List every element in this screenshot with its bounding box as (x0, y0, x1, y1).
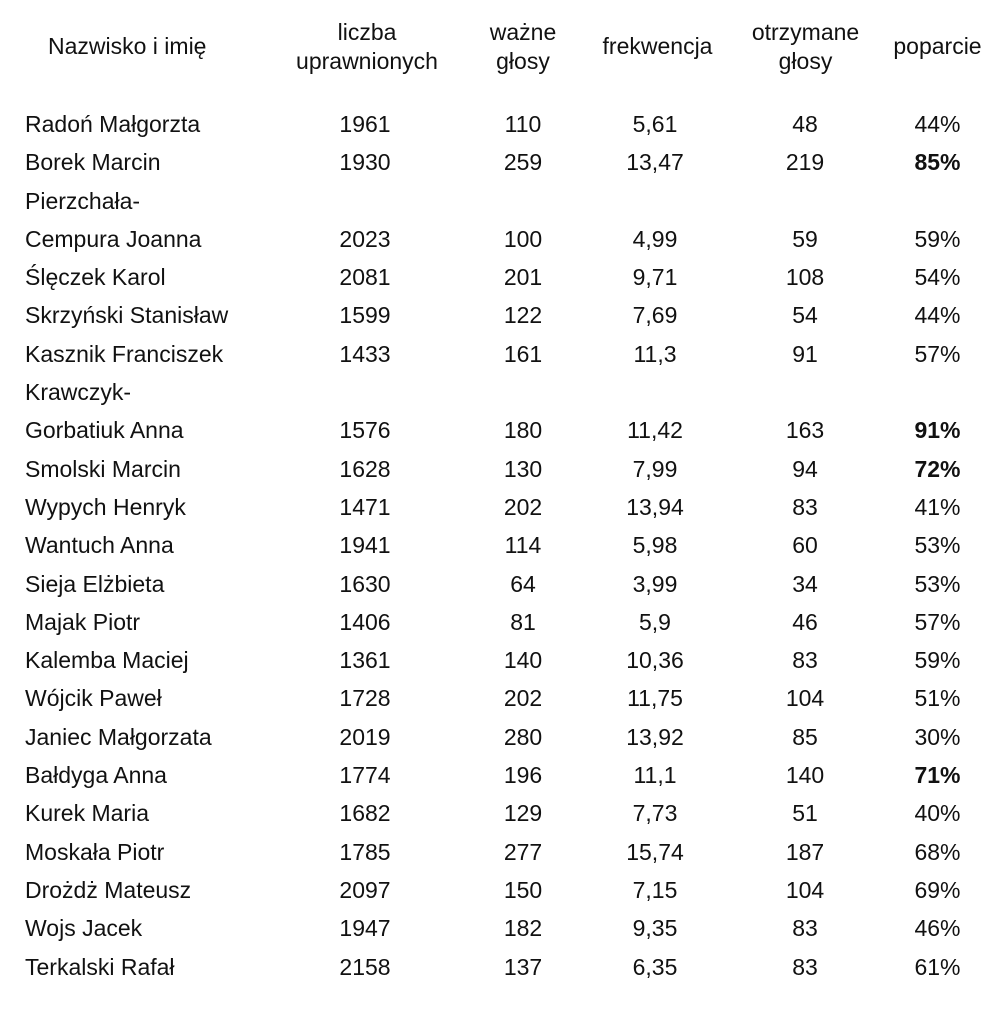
cell-wazne: 114 (504, 532, 542, 559)
cell-name (25, 679, 162, 717)
cell-wazne: 129 (503, 800, 543, 827)
cell-otrzymane: 59 (792, 225, 818, 252)
cell-poparcie: 54% (914, 264, 961, 291)
cell-wazne: 180 (503, 417, 543, 444)
cell-frekwencja: 10,36 (626, 647, 684, 674)
cell-name (25, 871, 191, 909)
cell-poparcie: 53% (914, 570, 961, 597)
cell-liczba: 1406 (339, 608, 391, 635)
table-row (0, 565, 996, 603)
cell-name (25, 373, 184, 450)
cell-wazne: 81 (510, 608, 536, 635)
cell-otrzymane: 83 (792, 493, 818, 520)
cell-name-line: Ślęczek Karol (25, 264, 166, 291)
cell-name-line: Borek Marcin (25, 149, 161, 176)
cell-wazne: 150 (503, 876, 543, 903)
cell-name-line: Sieja Elżbieta (25, 570, 165, 597)
cell-name (25, 603, 140, 641)
cell-wazne: 122 (503, 302, 543, 329)
cell-frekwencja: 15,74 (626, 838, 684, 865)
cell-poparcie: 44% (914, 111, 961, 137)
table-row (0, 105, 996, 143)
header-wazne-line2: głosy (496, 48, 550, 74)
cell-wazne: 110 (504, 111, 542, 137)
cell-name-line: Wantuch Anna (25, 532, 174, 559)
cell-name-line: Kurek Maria (25, 800, 149, 827)
header-poparcie (880, 32, 995, 61)
cell-name-line: Terkalski Rafał (25, 953, 175, 980)
cell-liczba: 1728 (339, 685, 391, 712)
cell-wazne: 140 (503, 647, 543, 674)
cell-frekwencja: 7,69 (632, 302, 678, 329)
table-row (0, 488, 996, 526)
table-row (0, 603, 996, 641)
cell-otrzymane: 34 (792, 570, 818, 597)
header-poparcie-text: poparcie (893, 33, 982, 59)
cell-name (25, 565, 164, 603)
cell-frekwencja: 3,99 (632, 570, 678, 597)
cell-frekwencja: 11,1 (633, 762, 677, 789)
cell-liczba: 1471 (339, 493, 391, 520)
cell-name-line: Wojs Jacek (25, 915, 143, 942)
cell-poparcie: 59% (914, 647, 961, 674)
cell-frekwencja: 7,73 (632, 800, 678, 827)
cell-wazne: 64 (510, 570, 536, 597)
cell-poparcie: 30% (914, 723, 961, 750)
cell-wazne: 201 (503, 264, 543, 291)
cell-otrzymane: 83 (792, 647, 818, 674)
header-wazne (458, 18, 588, 76)
cell-poparcie: 61% (914, 953, 961, 980)
cell-liczba: 2097 (339, 876, 391, 903)
cell-name (25, 526, 174, 564)
cell-wazne: 196 (503, 762, 543, 789)
cell-name-line: Cempura Joanna (25, 225, 202, 252)
cell-name (25, 450, 181, 488)
table-row (0, 679, 996, 717)
cell-wazne: 202 (503, 493, 543, 520)
cell-otrzymane: 108 (785, 264, 825, 291)
cell-otrzymane: 187 (785, 838, 825, 865)
header-liczba (292, 18, 442, 76)
cell-name (25, 335, 223, 373)
cell-wazne: 161 (503, 340, 543, 367)
table-row (0, 143, 996, 181)
cell-otrzymane: 60 (792, 532, 818, 559)
cell-name (25, 756, 167, 794)
cell-liczba: 1961 (339, 111, 391, 137)
cell-name-line: Kasznik Franciszek (25, 340, 224, 367)
cell-liczba: 1930 (339, 149, 391, 176)
table-row (0, 871, 996, 909)
cell-otrzymane: 91 (792, 340, 818, 367)
cell-otrzymane: 104 (785, 876, 825, 903)
cell-poparcie: 69% (914, 876, 961, 903)
cell-otrzymane: 51 (792, 800, 818, 827)
cell-name (25, 948, 175, 986)
header-liczba-line2: uprawnionych (296, 48, 438, 74)
table-row (0, 296, 996, 334)
table-row (0, 948, 996, 986)
header-wazne-line1: ważne (489, 19, 557, 45)
cell-poparcie: 46% (914, 915, 961, 942)
cell-liczba: 1576 (339, 417, 391, 444)
cell-wazne: 202 (503, 685, 543, 712)
cell-wazne: 277 (503, 838, 543, 865)
table-row (0, 335, 996, 373)
cell-name (25, 909, 142, 947)
cell-frekwencja: 11,75 (627, 685, 683, 712)
cell-frekwencja: 9,35 (632, 915, 678, 942)
cell-frekwencja: 4,99 (632, 225, 678, 252)
cell-wazne: 280 (503, 723, 543, 750)
cell-frekwencja: 11,42 (627, 417, 683, 444)
cell-name-line: Radoń Małgorzta (25, 111, 201, 137)
cell-otrzymane: 85 (792, 723, 818, 750)
cell-name (25, 182, 201, 259)
cell-poparcie: 44% (914, 302, 961, 329)
cell-frekwencja: 5,98 (632, 532, 678, 559)
cell-otrzymane: 83 (792, 915, 818, 942)
cell-name-line: Wójcik Paweł (25, 685, 162, 712)
cell-poparcie: 91% (914, 417, 961, 444)
cell-liczba: 2023 (339, 225, 391, 252)
cell-poparcie: 51% (914, 685, 961, 712)
cell-wazne: 182 (503, 915, 543, 942)
cell-frekwencja: 5,61 (632, 111, 678, 137)
cell-frekwencja: 6,35 (632, 953, 678, 980)
cell-poparcie: 85% (914, 149, 961, 176)
cell-name-line: Janiec Małgorzata (25, 723, 212, 750)
table-row (0, 641, 996, 679)
cell-liczba: 1599 (339, 302, 391, 329)
header-liczba-line1: liczba (337, 19, 397, 45)
cell-frekwencja: 13,94 (626, 493, 684, 520)
cell-otrzymane: 104 (785, 685, 825, 712)
cell-poparcie: 72% (914, 455, 961, 482)
table-row (0, 794, 996, 832)
cell-name (25, 488, 186, 526)
cell-liczba: 2081 (339, 264, 391, 291)
cell-liczba: 1682 (339, 800, 391, 827)
cell-name (25, 143, 160, 181)
cell-otrzymane: 46 (792, 608, 818, 635)
table-row (0, 450, 996, 488)
cell-otrzymane: 219 (785, 149, 825, 176)
cell-name-line: Gorbatiuk Anna (25, 417, 184, 444)
cell-name (25, 258, 166, 296)
cell-otrzymane: 163 (785, 417, 825, 444)
cell-name-line: Krawczyk- (25, 379, 132, 406)
cell-liczba: 1630 (339, 570, 391, 597)
cell-name (25, 718, 212, 756)
header-frekwencja-text: frekwencja (602, 33, 713, 59)
cell-liczba: 2158 (339, 953, 391, 980)
table-row (0, 182, 996, 259)
table-row (0, 526, 996, 564)
cell-wazne: 259 (503, 149, 543, 176)
cell-poparcie: 71% (914, 762, 961, 789)
cell-otrzymane: 140 (785, 762, 825, 789)
cell-liczba: 1361 (339, 647, 391, 674)
cell-otrzymane: 48 (792, 111, 818, 137)
cell-name-line: Bałdyga Anna (25, 762, 167, 789)
cell-otrzymane: 94 (792, 455, 818, 482)
header-otrzymane (738, 18, 873, 76)
cell-otrzymane: 83 (792, 953, 818, 980)
cell-poparcie: 57% (914, 340, 961, 367)
cell-name (25, 641, 189, 679)
cell-frekwencja: 9,71 (632, 264, 678, 291)
cell-otrzymane: 54 (792, 302, 818, 329)
cell-liczba: 1785 (339, 838, 391, 865)
cell-name-line: Moskała Piotr (25, 838, 165, 865)
table-row (0, 258, 996, 296)
header-otrzymane-line2: głosy (778, 48, 833, 74)
table-row (0, 373, 996, 450)
cell-name-line: Skrzyński Stanisław (25, 302, 229, 329)
header-frekwencja (590, 32, 725, 61)
cell-name-line: Drożdż Mateusz (25, 876, 192, 903)
table-row (0, 756, 996, 794)
header-name (48, 32, 206, 61)
table-row (0, 718, 996, 756)
cell-liczba: 1774 (339, 762, 391, 789)
cell-name (25, 105, 200, 143)
cell-wazne: 137 (503, 953, 543, 980)
header-name-text: Nazwisko i imię (48, 33, 207, 59)
cell-poparcie: 57% (914, 608, 961, 635)
table-body (0, 105, 996, 986)
cell-wazne: 130 (503, 455, 543, 482)
table-row (0, 909, 996, 947)
cell-liczba: 1433 (339, 340, 391, 367)
cell-poparcie: 53% (914, 532, 961, 559)
cell-liczba: 1628 (339, 455, 391, 482)
cell-wazne: 100 (503, 225, 543, 252)
table-row (0, 833, 996, 871)
cell-name (25, 833, 164, 871)
cell-liczba: 1947 (339, 915, 391, 942)
cell-name (25, 794, 149, 832)
cell-liczba: 2019 (339, 723, 391, 750)
header-otrzymane-line1: otrzymane (751, 19, 860, 45)
cell-frekwencja: 13,47 (626, 149, 684, 176)
cell-name-line: Kalemba Maciej (25, 647, 189, 674)
cell-name-line: Wypych Henryk (25, 493, 186, 520)
cell-name-line: Majak Piotr (25, 608, 141, 635)
cell-frekwencja: 7,15 (632, 876, 678, 903)
cell-liczba: 1941 (339, 532, 391, 559)
cell-frekwencja: 7,99 (632, 455, 678, 482)
cell-poparcie: 68% (914, 838, 961, 865)
cell-poparcie: 41% (914, 493, 961, 520)
cell-frekwencja: 5,9 (639, 608, 671, 635)
cell-name-line: Pierzchała- (25, 187, 141, 214)
cell-frekwencja: 13,92 (626, 723, 684, 750)
cell-name-line: Smolski Marcin (25, 455, 181, 482)
cell-poparcie: 40% (914, 800, 961, 827)
cell-name (25, 296, 228, 334)
cell-frekwencja: 11,3 (633, 340, 677, 367)
cell-poparcie: 59% (914, 225, 961, 252)
